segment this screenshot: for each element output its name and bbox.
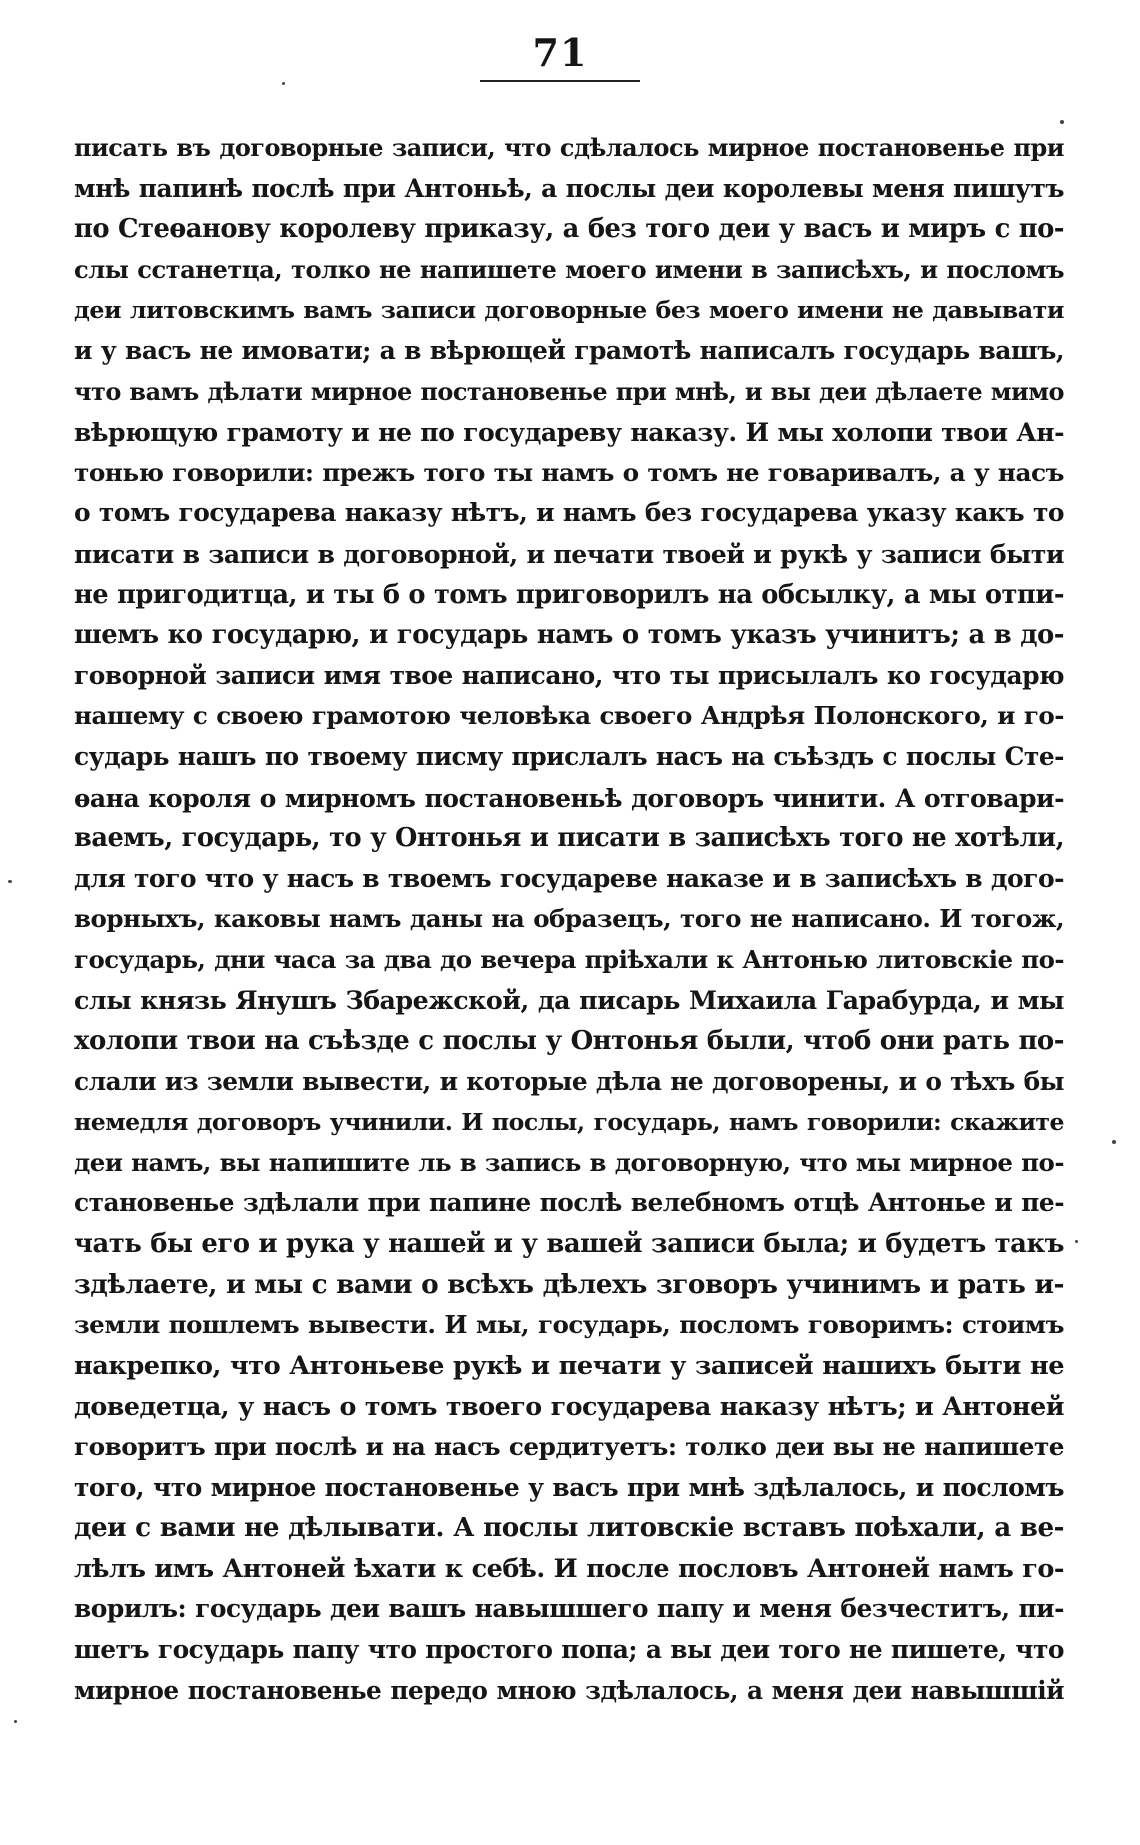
text-line: холопи твои на съѣзде с послы у Онтонья были, чтоб они рать по- xyxy=(74,1026,1064,1057)
text-line: тонью говорили: прежъ того ты намъ о томъ не говаривалъ, а у насъ xyxy=(74,457,1064,487)
text-line: нашему с своею грамотою человѣка своего Андрѣя Полонского, и го- xyxy=(74,701,1064,731)
scan-speck xyxy=(282,82,285,85)
text-line: деи литовскимъ вамъ записи договорные без моего имени не давывати xyxy=(74,296,1064,325)
text-line: что вамъ дѣлати мирное постановенье при мнѣ, и вы деи дѣлаете мимо xyxy=(74,377,1064,406)
text-line: мирное постановенье передо мною здѣлалось, а меня деи навышшій xyxy=(74,1675,1064,1705)
scan-speck xyxy=(1060,120,1064,124)
text-line: по Стеѳанову королеву приказу, а без того деи у васъ и миръ с по- xyxy=(74,214,1064,245)
text-line: слы сстанетца, толко не напишете моего имени в записѣхъ, и посломъ xyxy=(74,254,1064,284)
text-line: шемъ ко государю, и государь намъ о томъ указъ учинитъ; а в до- xyxy=(74,620,1064,651)
page-header xyxy=(480,30,640,82)
page-number: 71 xyxy=(532,30,588,75)
text-line: для того что у насъ в твоемъ государеве наказе и в записѣхъ в дого- xyxy=(74,863,1064,893)
scan-speck xyxy=(1112,1140,1116,1144)
text-line: становенье здѣлали при папине послѣ велебномъ отцѣ Антонье и пе- xyxy=(74,1188,1064,1218)
scan-speck xyxy=(8,880,12,883)
text-line: ваемъ, государь, то у Онтонья и писати в записѣхъ того не хотѣли, xyxy=(74,823,1064,854)
text-line: мнѣ папинѣ послѣ при Антоньѣ, а послы деи королевы меня пишутъ xyxy=(74,173,1064,203)
text-line: и у васъ не имовати; а в вѣрющей грамотѣ написалъ государь вашъ, xyxy=(74,335,1064,365)
text-line: писати в записи в договорной, и печати твоей и рукѣ у записи быти xyxy=(74,538,1064,569)
text-line: земли пошлемъ вывести. И мы, государь, посломъ говоримъ: стоимъ xyxy=(74,1310,1064,1340)
text-line: деи с вами не дѣлывати. А послы литовскіе вставъ поѣхали, а ве- xyxy=(74,1512,1064,1544)
text-line: говоритъ при послѣ и на насъ сердитуетъ: толко деи вы не напишете xyxy=(74,1432,1064,1461)
text-line: государь, дни часа за два до вечера пріѣхали к Антонью литовскіе по- xyxy=(74,944,1064,974)
text-line: говорной записи имя твое написано, что ты присылалъ ко государю xyxy=(74,660,1064,690)
text-line: слали из земли вывести, и которые дѣла не договорены, и о тѣхъ бы xyxy=(74,1066,1064,1096)
text-line: того, что мирное постановенье у васъ при мнѣ здѣлалось, и посломъ xyxy=(74,1472,1064,1502)
text-line: деи намъ, вы напишите ль в запись в договорную, что мы мирное по- xyxy=(74,1147,1064,1177)
scan-speck xyxy=(1075,1240,1078,1243)
text-line: здѣлаете, и мы с вами о всѣхъ дѣлехъ зговоръ учинимъ и рать и- xyxy=(74,1268,1064,1300)
text-line: сударь нашъ по твоему писму прислалъ насъ на съѣздъ с послы Сте- xyxy=(74,741,1064,771)
header-rule xyxy=(480,80,640,82)
text-line: ворныхъ, каковы намъ даны на образецъ, того не написано. И тогож, xyxy=(74,904,1064,934)
text-line: не пригодитца, и ты б о томъ приговорилъ на обсылку, а мы отпи- xyxy=(74,579,1064,610)
text-line: ѳана короля о мирномъ постановеньѣ договоръ чинити. А отговари- xyxy=(74,782,1064,813)
text-line: слы князь Янушъ Збарежской, да писарь Михаила Гарабурда, и мы xyxy=(74,985,1064,1016)
text-line: доведетца, у насъ о томъ твоего государева наказу нѣтъ; и Антоней xyxy=(74,1391,1064,1422)
text-line: о томъ государева наказу нѣтъ, и намъ без государева указу какъ то xyxy=(74,498,1064,528)
text-line: ворилъ: государь деи вашъ навышшего папу и меня безчеститъ, пи- xyxy=(74,1594,1064,1624)
text-line: немедля договоръ учинили. И послы, государь, намъ говорили: скажите xyxy=(74,1108,1064,1137)
text-line: накрепко, что Антоньеве рукѣ и печати у записей нашихъ быти не xyxy=(74,1350,1064,1381)
text-line: шетъ государь папу что простого попа; а вы деи того не пишете, что xyxy=(74,1634,1064,1664)
text-line: чать бы его и рука у нашей и у вашей записи была; и будетъ такъ xyxy=(74,1229,1064,1260)
scan-speck xyxy=(14,1720,17,1723)
text-line: писать въ договорные записи, что сдѣлалось мирное постановенье при xyxy=(74,134,1064,162)
text-line: лѣлъ имъ Антоней ѣхати к себѣ. И после пословъ Антоней намъ го- xyxy=(74,1553,1064,1584)
text-line: вѣрющую грамоту и не по государеву наказу. И мы холопи твои Ан- xyxy=(74,417,1064,448)
body-text xyxy=(74,128,1064,1711)
